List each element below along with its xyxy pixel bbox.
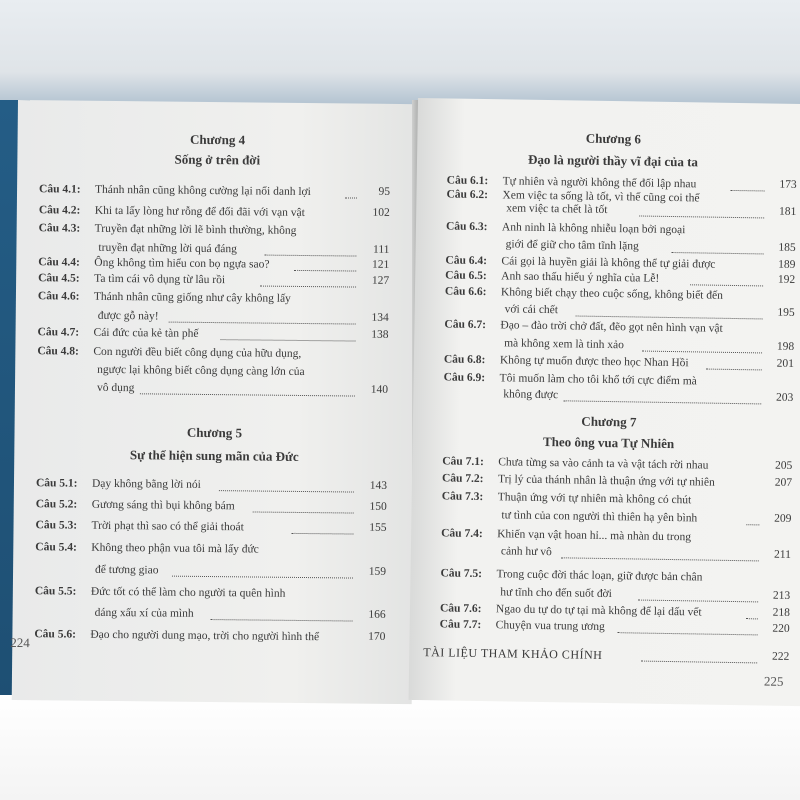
toc-entry-label: Câu 6.4: xyxy=(445,254,488,268)
toc-dot-leader xyxy=(294,270,356,272)
toc-entry-text: Trời phạt thì sao có thể giải thoát xyxy=(91,519,244,534)
toc-entry-text: truyền đạt những lời quá đáng xyxy=(98,241,237,256)
toc-entry-text: Thánh nhân cũng không cường lại nổi danh lợi xyxy=(95,183,311,199)
toc-entry-text: vô dụng xyxy=(96,381,135,395)
toc-dot-leader xyxy=(563,400,761,404)
toc-entry-page: 211 xyxy=(773,548,791,561)
toc-entry-label: Câu 4.7: xyxy=(37,326,80,339)
toc-entry-label: Câu 4.8: xyxy=(37,345,79,358)
toc-entry-label: Câu 6.5: xyxy=(445,269,487,283)
toc-entry-page: 150 xyxy=(369,500,387,513)
chapter5-number: Chương 5 xyxy=(186,424,243,441)
toc-entry-label: Câu 5.5: xyxy=(34,585,77,598)
right-page xyxy=(409,98,800,706)
toc-entry-page: 181 xyxy=(778,205,797,218)
toc-entry-label: Câu 7.2: xyxy=(441,472,484,486)
toc-dot-leader xyxy=(746,618,758,619)
chapter7-number: Chương 7 xyxy=(581,413,637,430)
toc-entry-label: Câu 4.6: xyxy=(37,290,80,303)
toc-entry-label: Câu 5.3: xyxy=(35,519,78,532)
toc-entry-text: Không biết chạy theo cuộc sống, không biết đến xyxy=(500,286,723,302)
toc-entry-text: Truyền đạt những lời lẽ bình thường, không xyxy=(94,222,297,237)
toc-entry-text: Cái đức của kẻ tàn phế xyxy=(93,326,199,340)
toc-entry-label: Câu 4.1: xyxy=(39,183,81,196)
toc-entry-label: Câu 4.4: xyxy=(38,256,80,269)
chapter6-number: Chương 6 xyxy=(585,130,642,147)
toc-entry-page: 198 xyxy=(776,340,795,353)
toc-entry-page: 155 xyxy=(369,521,387,534)
toc-entry-text: Dạy không bằng lời nói xyxy=(91,477,201,491)
toc-entry-page: 203 xyxy=(775,391,794,404)
page-number: 225 xyxy=(763,673,784,689)
toc-entry-text: không được xyxy=(503,388,559,402)
toc-entry-text: Xem việc ta sống là tốt, vì thế cũng coi thể xyxy=(502,189,700,205)
toc-entry-page: 166 xyxy=(368,608,386,621)
toc-entry-text: Tự nhiên và người không thể đối lập nhau xyxy=(502,175,697,191)
toc-dot-leader xyxy=(642,351,762,354)
references-label: TÀI LIỆU THAM KHẢO CHÍNH xyxy=(423,645,603,662)
toc-entry-text: Thánh nhân cũng giống như cây không lấy xyxy=(93,290,291,305)
chapter4-number: Chương 4 xyxy=(189,131,246,148)
toc-entry-text: Đạo – đào trời chở đất, đẽo gọt nên hình vạn vật xyxy=(500,319,723,335)
toc-dot-leader xyxy=(705,369,761,371)
toc-entry-text: Ông không tìm hiểu con bọ ngựa sao? xyxy=(94,256,270,271)
toc-entry-text: Gương sáng thì bụi không bám xyxy=(91,498,235,513)
toc-entry-text: được gỗ này! xyxy=(97,309,159,323)
toc-entry-label: Câu 6.8: xyxy=(443,353,486,367)
toc-entry-text: Không tự muốn được theo học Nhan Hồi xyxy=(499,354,689,370)
toc-entry-page: 173 xyxy=(779,178,797,191)
toc-dot-leader xyxy=(639,600,759,603)
toc-entry-text: Thuận ứng với tự nhiên mà không có chút xyxy=(497,491,692,507)
toc-entry-page: 121 xyxy=(371,258,390,271)
toc-entry-page: 189 xyxy=(778,258,796,271)
toc-entry-label: Câu 5.4: xyxy=(35,541,77,554)
chapter5-title: Sự thể hiện sung mãn của Đức xyxy=(129,447,299,464)
toc-entry-text: Đạo cho người dung mạo, trời cho người hình thể xyxy=(90,628,320,644)
toc-entry-text: dáng xấu xí của mình xyxy=(94,606,194,620)
toc-entry-text: Khi ta lấy lòng hư rỗng để đối đãi với vạn vật xyxy=(94,204,305,220)
page-number: 224 xyxy=(10,634,30,651)
toc-entry-text: mà không xem là tinh xảo xyxy=(504,337,625,352)
toc-entry-text: Ta tìm cái vô dụng từ lâu rồi xyxy=(94,272,226,287)
toc-entry-text: Trong cuộc đời thác loạn, giữ được bản chân xyxy=(496,568,703,584)
toc-dot-leader xyxy=(576,316,763,320)
toc-dot-leader xyxy=(672,252,764,254)
background-table xyxy=(0,695,800,800)
toc-entry-page: 111 xyxy=(372,243,390,256)
toc-entry-text: Chưa từng sa vào cảnh ta và vật tách rời nhau xyxy=(498,456,709,472)
toc-entry-label: Câu 7.4: xyxy=(441,527,483,541)
toc-entry-text: tư tình của con người thì thiên hạ yên bình xyxy=(501,509,698,525)
toc-dot-leader xyxy=(690,284,763,286)
toc-entry-page: 192 xyxy=(777,273,796,286)
toc-entry-label: Câu 4.3: xyxy=(38,222,81,235)
toc-entry-text: Anh sao thấu hiểu ý nghĩa của Lễ! xyxy=(501,270,660,285)
toc-entry-label: Câu 6.6: xyxy=(444,285,487,299)
toc-entry-label: Câu 6.7: xyxy=(444,318,487,332)
toc-entry-page: 218 xyxy=(772,606,791,619)
toc-entry-page: 134 xyxy=(371,311,389,324)
toc-entry-label: Câu 4.5: xyxy=(38,272,80,285)
toc-entry-page: 205 xyxy=(774,459,793,472)
toc-entry-page: 140 xyxy=(370,383,389,396)
toc-entry-text: xem việc ta chết là tốt xyxy=(506,202,608,216)
toc-dot-leader xyxy=(291,533,353,535)
toc-entry-text: ngược lại không biết công dụng càng lớn của xyxy=(97,363,305,379)
toc-entry-label: Câu 6.3: xyxy=(445,220,488,234)
toc-entry-label: Câu 5.1: xyxy=(35,477,78,490)
toc-entry-text: Cái gọi là huyền giải là không thể tự giải được xyxy=(501,255,716,271)
toc-dot-leader xyxy=(561,557,759,561)
toc-dot-leader xyxy=(641,661,757,664)
toc-dot-leader xyxy=(617,632,757,635)
toc-entry-label: Câu 5.6: xyxy=(34,628,76,641)
toc-entry-text: Không theo phận vua tôi mà lấy đức xyxy=(91,541,259,556)
toc-dot-leader xyxy=(639,215,764,218)
toc-entry-page: 138 xyxy=(371,328,389,341)
toc-dot-leader xyxy=(172,576,353,579)
toc-entry-page: 95 xyxy=(378,185,391,198)
left-page xyxy=(12,100,418,704)
toc-entry-text: với cái chết xyxy=(504,303,559,317)
toc-entry-text: để tương giao xyxy=(95,563,159,577)
toc-entry-page: 201 xyxy=(776,357,794,370)
toc-entry-page: 170 xyxy=(368,630,386,643)
toc-dot-leader xyxy=(265,255,357,257)
toc-dot-leader xyxy=(211,619,353,621)
toc-entry-text: hư tĩnh cho đến suốt đời xyxy=(500,586,612,601)
toc-dot-leader xyxy=(731,190,765,192)
toc-entry-text: cảnh hư vô xyxy=(500,545,552,559)
references-page: 222 xyxy=(771,650,790,663)
toc-entry-text: giới để giữ cho tâm tĩnh lặng xyxy=(505,238,639,253)
toc-entry-page: 209 xyxy=(774,512,792,525)
toc-entry-text: Trị lý của thánh nhân là thuận ứng với tự nhiên xyxy=(497,473,715,489)
toc-entry-page: 102 xyxy=(372,206,390,219)
toc-entry-page: 213 xyxy=(772,589,791,602)
toc-entry-text: Ngao du tự do tự tại mà không để lại dấu vết xyxy=(495,603,702,619)
toc-entry-label: Câu 7.3: xyxy=(441,490,484,504)
toc-dot-leader xyxy=(219,490,354,492)
chapter6-title: Đạo là người thầy vĩ đại của ta xyxy=(527,151,699,170)
toc-entry-label: Câu 6.1: xyxy=(446,174,489,188)
toc-dot-leader xyxy=(221,339,356,341)
toc-dot-leader xyxy=(140,393,355,396)
toc-entry-page: 159 xyxy=(368,565,387,578)
toc-entry-text: Chuyện vua trung ương xyxy=(495,619,605,633)
toc-entry-label: Câu 5.2: xyxy=(35,498,78,511)
toc-entry-page: 185 xyxy=(778,241,796,254)
toc-entry-text: Con người đều biết công dụng của hữu dụng, xyxy=(93,345,302,360)
toc-entry-page: 220 xyxy=(772,622,790,635)
toc-dot-leader xyxy=(260,286,356,288)
toc-dot-leader xyxy=(746,524,759,525)
toc-entry-page: 143 xyxy=(369,479,388,492)
toc-entry-label: Câu 7.5: xyxy=(440,567,483,581)
toc-dot-leader xyxy=(345,197,357,198)
toc-entry-label: Câu 7.6: xyxy=(439,602,482,616)
toc-dot-leader xyxy=(252,511,353,513)
toc-dot-leader xyxy=(169,322,356,325)
toc-entry-page: 207 xyxy=(774,476,793,489)
toc-entry-page: 195 xyxy=(777,306,795,319)
toc-entry-label: Câu 6.9: xyxy=(443,371,486,385)
toc-entry-text: Khiến vạn vật hoan hỉ... mà nhàn du trong xyxy=(497,528,692,544)
chapter7-title: Theo ông vua Tự Nhiên xyxy=(542,434,675,452)
toc-entry-label: Câu 7.1: xyxy=(442,455,484,469)
toc-entry-text: Tôi muốn làm cho tôi khổ tới cực điểm mà xyxy=(499,372,697,388)
chapter4-title: Sống ở trên đời xyxy=(174,151,261,168)
toc-entry-text: Anh ninh là không nhiễu loạn bởi ngoại xyxy=(501,221,686,237)
toc-entry-label: Câu 4.2: xyxy=(38,204,81,217)
toc-entry-label: Câu 7.7: xyxy=(439,618,482,632)
toc-entry-label: Câu 6.2: xyxy=(446,188,489,202)
toc-entry-text: Đức tốt có thể làm cho người ta quên hình xyxy=(90,585,286,600)
toc-entry-page: 127 xyxy=(371,274,390,287)
